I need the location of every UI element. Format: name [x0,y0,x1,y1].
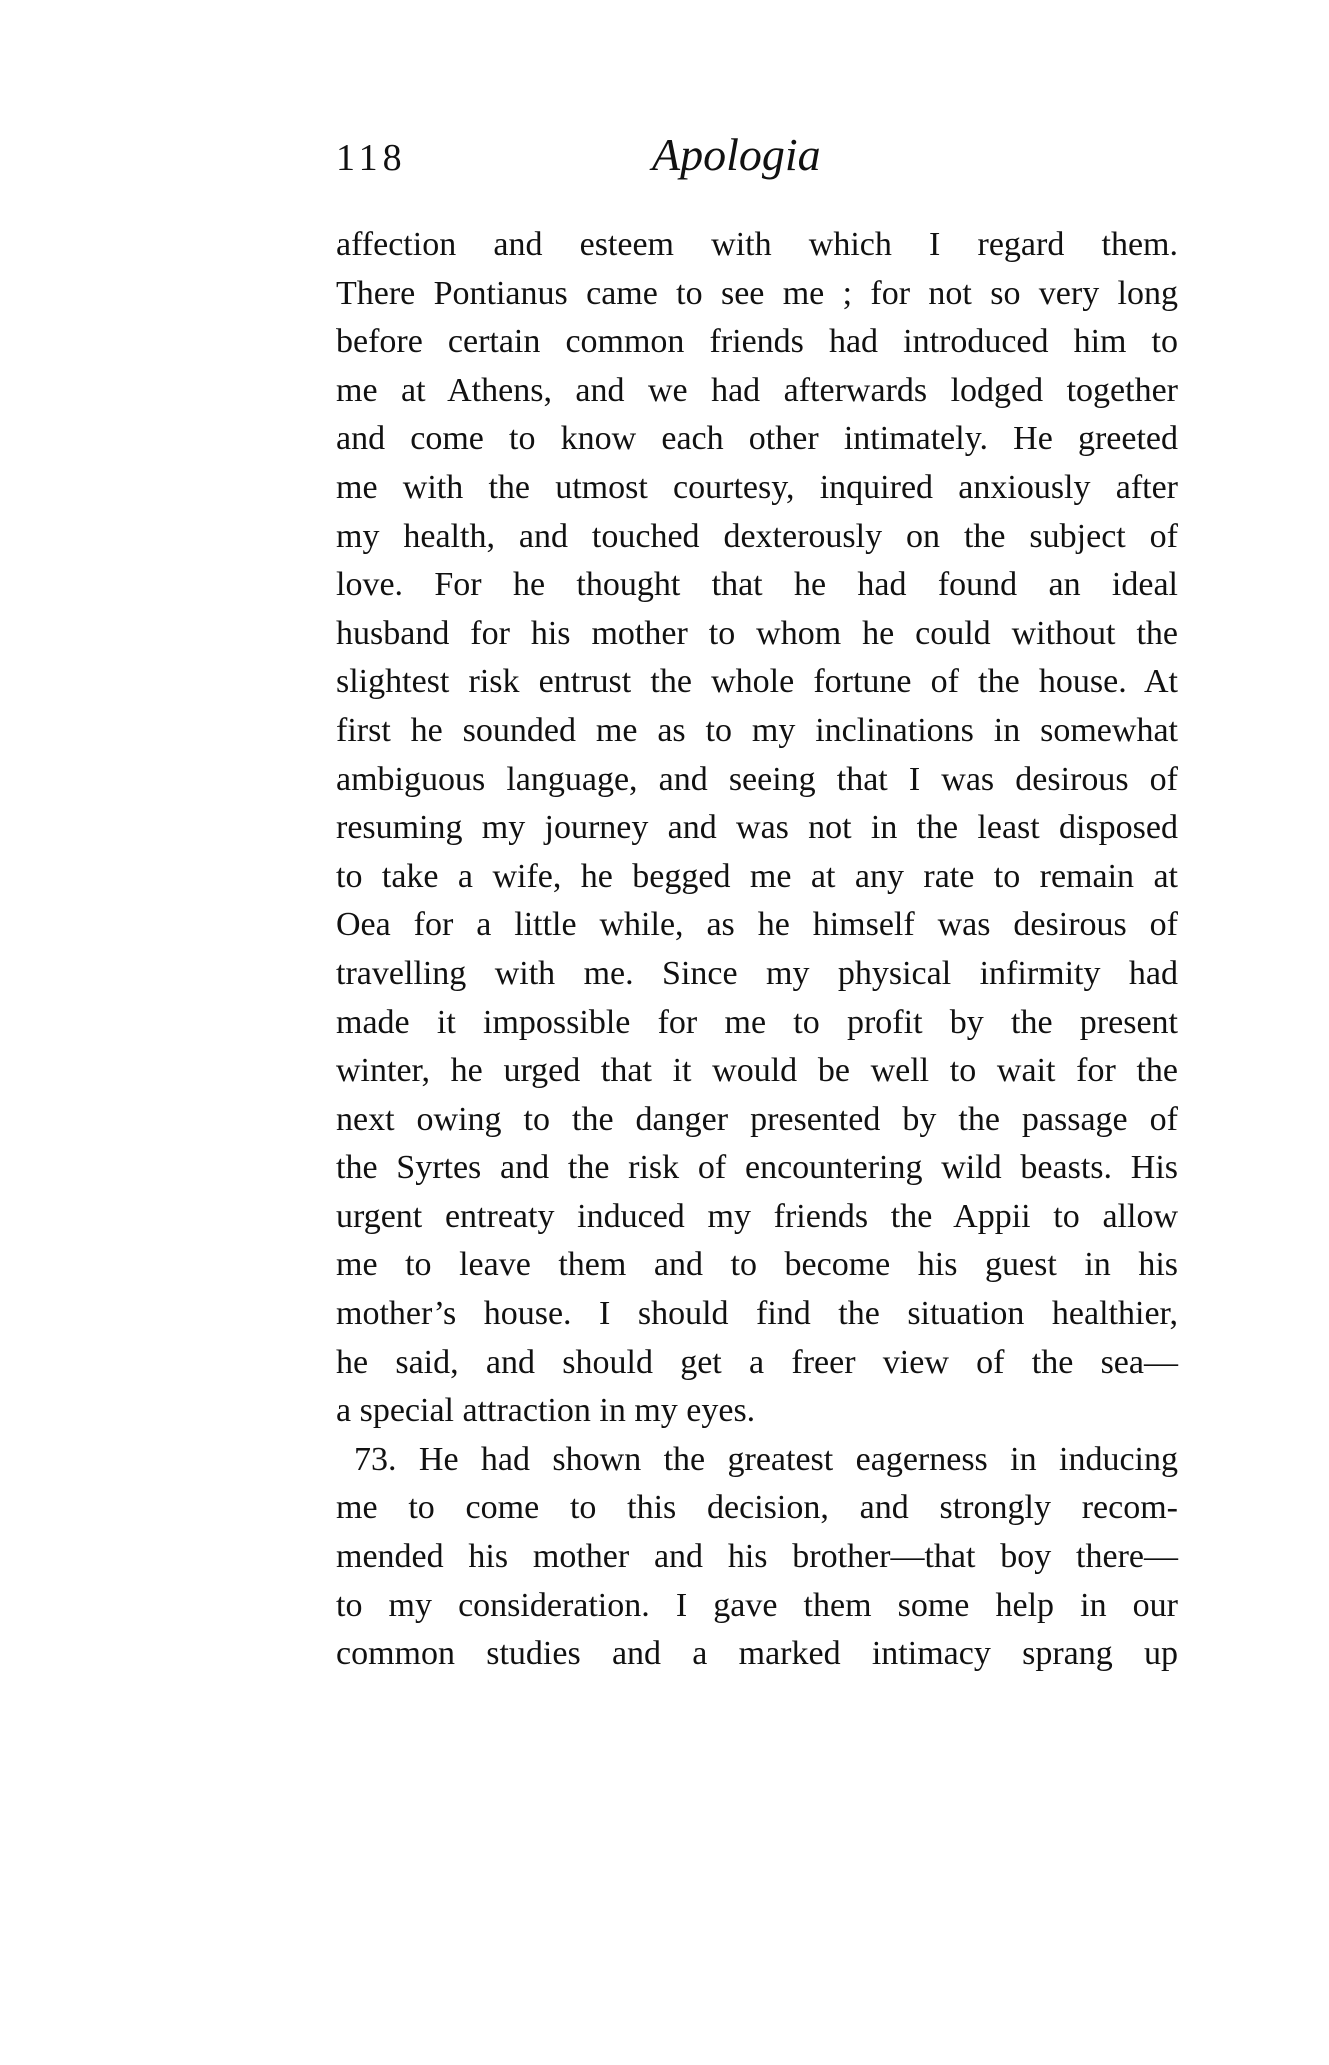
text-line: travelling with me. Since my physical infirmity had [336,954,1178,992]
text-line: the Syrtes and the risk of encountering wild beasts. His [336,1149,1178,1187]
text-line: to my consideration. I gave them some help in our [336,1586,1178,1624]
text-line: mended his mother and his brother—that boy there— [336,1538,1178,1576]
text-line: resuming my journey and was not in the least disposed [336,809,1178,847]
text-line: love. For he thought that he had found an ideal [336,566,1178,604]
text-line: husband for his mother to whom he could without the [336,614,1178,652]
text-line: and come to know each other intimately. He greeted [336,420,1178,458]
running-title: Apologia [652,129,821,180]
text-line: There Pontianus came to see me ; for not so very long [336,274,1178,312]
text-line: me to come to this decision, and strongly recom- [336,1489,1178,1527]
text-line: slightest risk entrust the whole fortune of the house. At [336,663,1178,701]
text-line: my health, and touched dexterously on the subject of [336,517,1178,555]
text-line: before certain common friends had introduced him to [336,323,1178,361]
text-line: mother’s house. I should find the situation healthier, [336,1295,1178,1333]
text-line: me to leave them and to become his guest in his [336,1246,1178,1284]
text-line: affection and esteem with which I regard them. [336,226,1178,263]
text-line: he said, and should get a freer view of the sea— [336,1343,1178,1381]
text-line: to take a wife, he begged me at any rate to remain at [336,857,1178,895]
text-line: first he sounded me as to my inclinations in somewhat [336,711,1178,749]
text-line: urgent entreaty induced my friends the Appii to allow [336,1197,1178,1235]
section-73-first-line: 73. He had shown the greatest eagerness in inducing [354,1440,1178,1478]
body-text [336,221,1178,1679]
text-line: next owing to the danger presented by the passage of [336,1100,1178,1138]
text-line: me at Athens, and we had afterwards lodged together [336,371,1178,409]
text-line: me with the utmost courtesy, inquired anxiously after [336,468,1178,506]
running-head [336,128,1178,188]
text-line: ambiguous language, and seeing that I was desirous of [336,760,1178,798]
text-line: winter, he urged that it would be well to wait for the [336,1052,1178,1090]
paragraph-end-line: a special attraction in my eyes. [336,1392,756,1430]
text-line: common studies and a marked intimacy sprang up [336,1635,1178,1673]
page-number: 118 [336,137,407,179]
text-line: made it impossible for me to profit by the present [336,1003,1178,1041]
text-line: Oea for a little while, as he himself was desirous of [336,906,1178,944]
